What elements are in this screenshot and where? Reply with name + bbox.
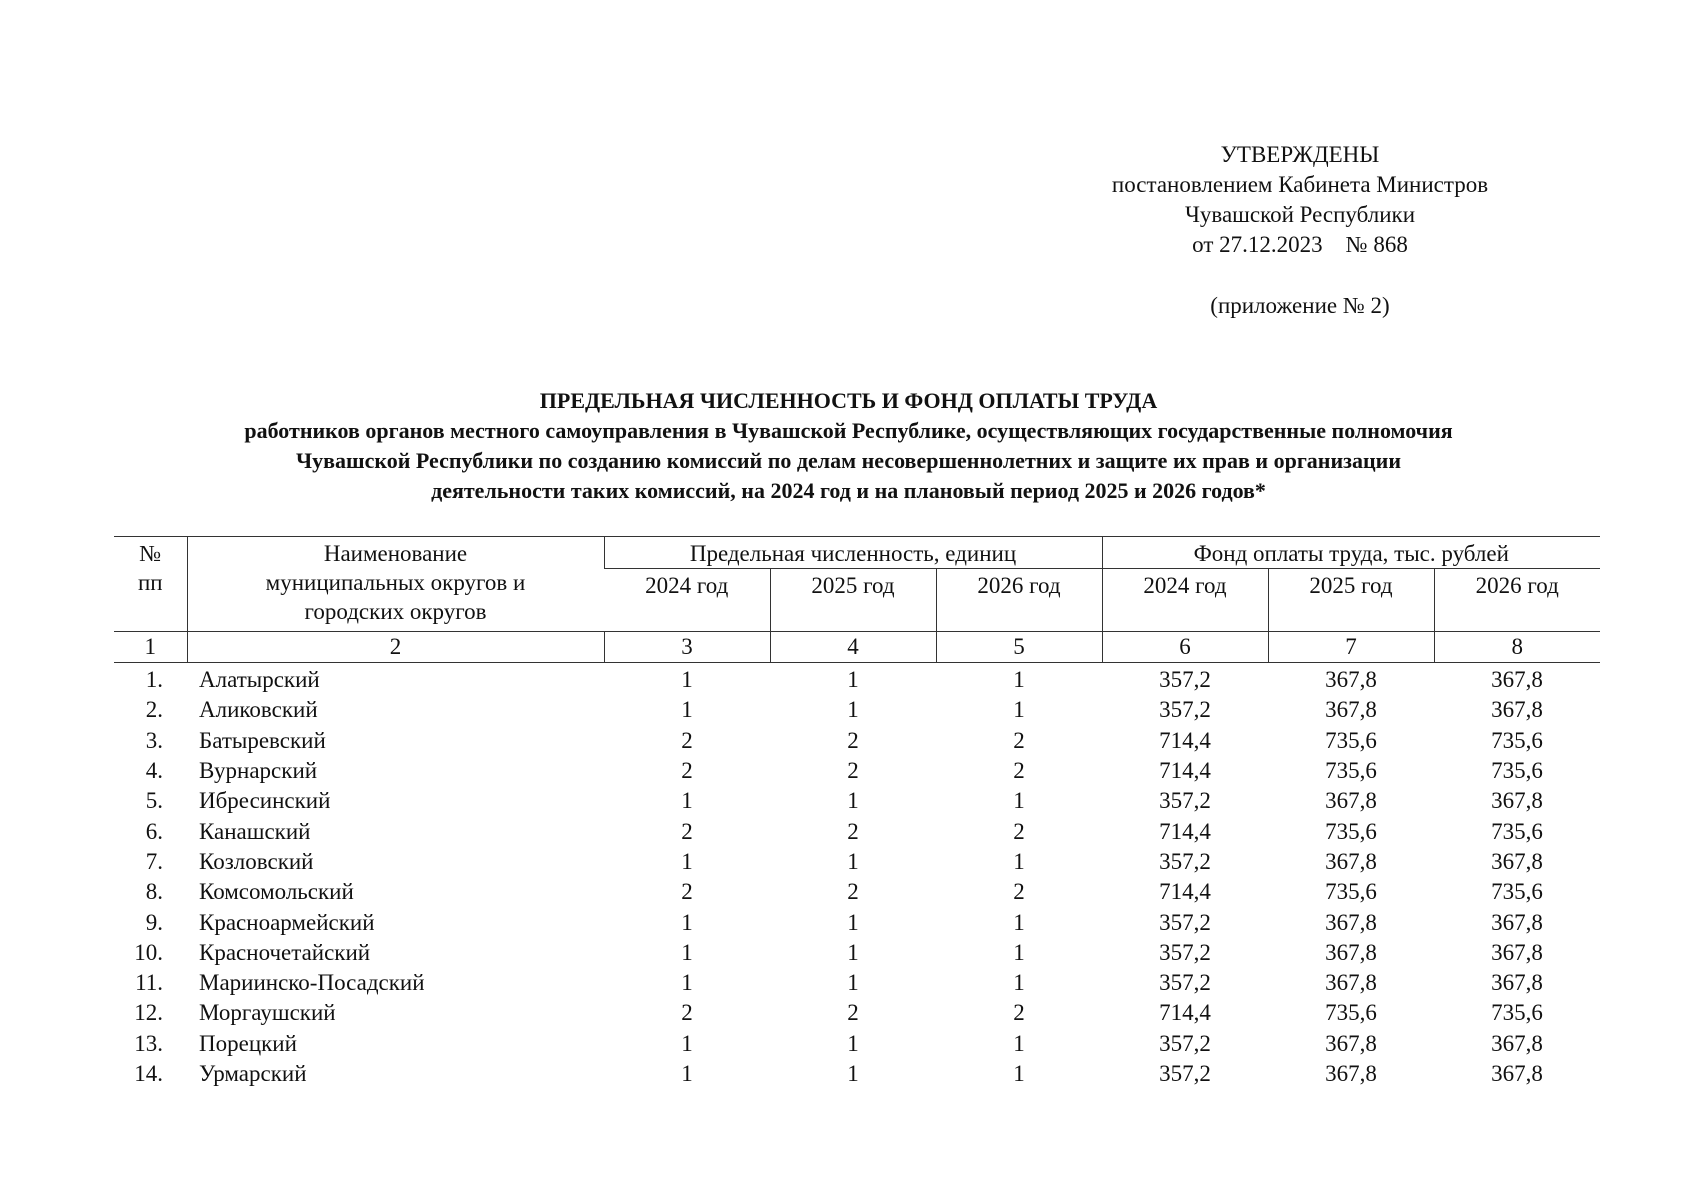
document-subtitle-line-1: работников органов местного самоуправления в Чувашской Республике, осуществляющих государственные полномочия (244, 418, 1453, 443)
column-number: 5 (936, 632, 1102, 663)
district-name: Вурнарский (199, 758, 318, 784)
fund-2026: 735,6 (1491, 758, 1543, 784)
table-body (114, 663, 1600, 1090)
district-name: Батыревский (199, 727, 326, 753)
fund-2024: 714,4 (1159, 727, 1211, 753)
fund-2026: 367,8 (1491, 970, 1543, 996)
count-2025: 1 (847, 909, 859, 935)
column-number: 1 (114, 632, 187, 663)
fund-2024: 714,4 (1159, 758, 1211, 784)
fund-2025: 367,8 (1325, 1061, 1377, 1086)
table-row (114, 938, 1600, 968)
district-name: Ибресинский (199, 788, 331, 814)
fund-2026: 367,8 (1491, 848, 1543, 874)
header-count-2024: 2024 год (604, 569, 770, 632)
fund-2024: 357,2 (1159, 848, 1211, 874)
fund-2025: 367,8 (1325, 788, 1377, 814)
district-name: Красночетайский (199, 939, 371, 965)
header-fund-2025: 2025 год (1268, 569, 1434, 632)
document-subtitle-line-3: деятельности таких комиссий, на 2024 год и на плановый период 2025 и 2026 годов* (431, 478, 1266, 503)
row-number: 9. (145, 909, 163, 935)
count-2026: 2 (1013, 1000, 1025, 1026)
table-row (114, 663, 1600, 696)
table-row (114, 695, 1600, 725)
column-number: 3 (604, 632, 770, 663)
approval-date-number: от 27.12.2023 № 868 (1192, 232, 1408, 257)
table-row (114, 968, 1600, 998)
fund-2025: 367,8 (1325, 848, 1377, 874)
count-2025: 1 (847, 788, 859, 814)
header-fund-group: Фонд оплаты труда, тыс. рублей (1102, 537, 1600, 569)
count-2024: 2 (681, 818, 693, 844)
count-2026: 1 (1013, 1061, 1025, 1086)
count-2026: 2 (1013, 818, 1025, 844)
fund-2026: 367,8 (1491, 667, 1543, 693)
count-2024: 2 (681, 758, 693, 784)
table-row (114, 1029, 1600, 1059)
fund-2024: 357,2 (1159, 1030, 1211, 1056)
count-2025: 1 (847, 667, 859, 693)
district-name: Канашский (199, 818, 311, 844)
count-2025: 2 (847, 727, 859, 753)
staff-fund-table (114, 536, 1600, 1089)
column-number: 6 (1102, 632, 1268, 663)
district-name: Красноармейский (199, 909, 375, 935)
count-2026: 2 (1013, 879, 1025, 905)
count-2026: 1 (1013, 788, 1025, 814)
count-2025: 1 (847, 697, 859, 723)
header-count-group: Предельная численность, единиц (604, 537, 1102, 569)
count-2024: 1 (681, 970, 693, 996)
count-2026: 1 (1013, 848, 1025, 874)
column-number-row (114, 632, 1600, 663)
count-2024: 1 (681, 697, 693, 723)
district-name: Мариинско-Посадский (199, 970, 425, 996)
header-number-line-2: пп (137, 570, 163, 595)
header-name-line-1: Наименование (323, 541, 468, 566)
count-2024: 1 (681, 848, 693, 874)
approval-annex: (приложение № 2) (1210, 293, 1390, 318)
fund-2024: 357,2 (1159, 939, 1211, 965)
row-number: 14. (134, 1061, 163, 1086)
count-2026: 2 (1013, 758, 1025, 784)
count-2024: 1 (681, 909, 693, 935)
count-2026: 2 (1013, 727, 1025, 753)
fund-2025: 735,6 (1325, 1000, 1377, 1026)
count-2026: 1 (1013, 667, 1025, 693)
fund-2026: 367,8 (1491, 1030, 1543, 1056)
fund-2025: 367,8 (1325, 909, 1377, 935)
district-name: Алатырский (199, 667, 320, 693)
fund-2024: 714,4 (1159, 1000, 1211, 1026)
count-2024: 1 (681, 939, 693, 965)
district-name: Моргаушский (199, 1000, 336, 1026)
fund-2025: 367,8 (1325, 697, 1377, 723)
count-2025: 1 (847, 1061, 859, 1086)
approval-republic: Чувашской Республики (1184, 202, 1416, 227)
table-row (114, 756, 1600, 786)
fund-2024: 357,2 (1159, 909, 1211, 935)
count-2025: 1 (847, 1030, 859, 1056)
district-name: Урмарский (199, 1061, 307, 1086)
column-number: 2 (187, 632, 604, 663)
fund-2026: 367,8 (1491, 788, 1543, 814)
district-name: Порецкий (199, 1030, 297, 1056)
table-row (114, 907, 1600, 937)
row-number: 5. (145, 788, 163, 814)
table-row (114, 786, 1600, 816)
count-2026: 1 (1013, 697, 1025, 723)
row-number: 7. (145, 848, 163, 874)
fund-2025: 735,6 (1325, 727, 1377, 753)
header-name-line-3: городских округов (304, 599, 487, 624)
count-2026: 1 (1013, 939, 1025, 965)
count-2024: 2 (681, 727, 693, 753)
row-number: 11. (135, 970, 163, 996)
count-2024: 2 (681, 1000, 693, 1026)
document-title: ПРЕДЕЛЬНАЯ ЧИСЛЕННОСТЬ И ФОНД ОПЛАТЫ ТРУДА (539, 388, 1158, 413)
table-row (114, 1059, 1600, 1089)
row-number: 3. (145, 727, 163, 753)
row-number: 4. (145, 758, 163, 784)
count-2024: 1 (681, 788, 693, 814)
fund-2024: 357,2 (1159, 970, 1211, 996)
table-row (114, 877, 1600, 907)
table-row (114, 816, 1600, 846)
header-count-2026: 2026 год (936, 569, 1102, 632)
fund-2025: 735,6 (1325, 818, 1377, 844)
count-2025: 2 (847, 879, 859, 905)
fund-2025: 367,8 (1325, 667, 1377, 693)
row-number: 12. (134, 1000, 163, 1026)
district-name: Комсомольский (199, 879, 354, 905)
fund-2025: 367,8 (1325, 939, 1377, 965)
table-row (114, 998, 1600, 1028)
fund-2026: 735,6 (1491, 1000, 1543, 1026)
fund-2025: 735,6 (1325, 758, 1377, 784)
fund-2024: 357,2 (1159, 697, 1211, 723)
fund-2025: 735,6 (1325, 879, 1377, 905)
fund-2024: 357,2 (1159, 1061, 1211, 1086)
count-2026: 1 (1013, 909, 1025, 935)
header-fund-2026: 2026 год (1434, 569, 1600, 632)
fund-2024: 714,4 (1159, 879, 1211, 905)
document-heading (60, 386, 1637, 506)
row-number: 10. (134, 939, 163, 965)
count-2025: 1 (847, 939, 859, 965)
header-name-line-2: муниципальных округов и (265, 570, 526, 595)
row-number: 1. (145, 667, 163, 693)
approval-approved: УТВЕРЖДЕНЫ (1220, 142, 1380, 167)
fund-2026: 367,8 (1491, 1061, 1543, 1086)
fund-2026: 735,6 (1491, 727, 1543, 753)
fund-2026: 735,6 (1491, 879, 1543, 905)
row-number: 13. (134, 1030, 163, 1056)
fund-2024: 714,4 (1159, 818, 1211, 844)
count-2025: 2 (847, 1000, 859, 1026)
column-number: 4 (770, 632, 936, 663)
row-number: 6. (145, 818, 163, 844)
header-fund-2024: 2024 год (1102, 569, 1268, 632)
count-2025: 2 (847, 758, 859, 784)
header-name (187, 537, 604, 632)
fund-2024: 357,2 (1159, 788, 1211, 814)
count-2024: 2 (681, 879, 693, 905)
fund-2025: 367,8 (1325, 1030, 1377, 1056)
count-2025: 1 (847, 848, 859, 874)
approval-stamp (1060, 140, 1540, 321)
header-count-2025: 2025 год (770, 569, 936, 632)
column-number: 7 (1268, 632, 1434, 663)
document-subtitle-line-2: Чувашской Республики по созданию комиссий по делам несовершеннолетних и защите их прав и организации (295, 448, 1402, 473)
fund-2025: 367,8 (1325, 970, 1377, 996)
fund-2026: 367,8 (1491, 909, 1543, 935)
header-number-line-1: № (139, 541, 162, 566)
district-name: Козловский (199, 848, 314, 874)
count-2024: 1 (681, 667, 693, 693)
fund-2024: 357,2 (1159, 667, 1211, 693)
count-2025: 2 (847, 818, 859, 844)
approval-resolution: постановлением Кабинета Министров (1111, 172, 1489, 197)
header-number (114, 537, 187, 632)
row-number: 2. (145, 697, 163, 723)
fund-2026: 735,6 (1491, 818, 1543, 844)
fund-2026: 367,8 (1491, 939, 1543, 965)
row-number: 8. (145, 879, 163, 905)
table-row (114, 726, 1600, 756)
count-2026: 1 (1013, 970, 1025, 996)
count-2025: 1 (847, 970, 859, 996)
table-row (114, 847, 1600, 877)
count-2024: 1 (681, 1061, 693, 1086)
fund-2026: 367,8 (1491, 697, 1543, 723)
count-2026: 1 (1013, 1030, 1025, 1056)
count-2024: 1 (681, 1030, 693, 1056)
column-number: 8 (1434, 632, 1600, 663)
district-name: Аликовский (199, 697, 318, 723)
